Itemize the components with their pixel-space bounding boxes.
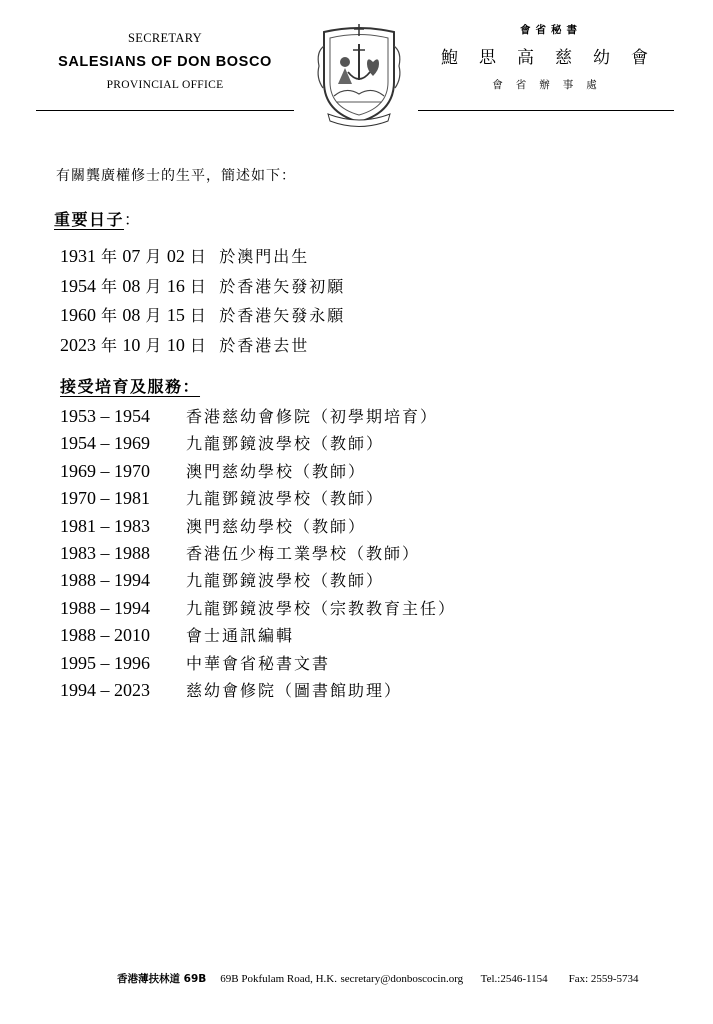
footer-address-english: 69B Pokfulam Road, H.K. [220, 973, 338, 985]
service-role: 慈幼會修院（圖書館助理） [186, 680, 403, 700]
letterhead-chinese-org-name: 鮑思高慈幼會 [441, 48, 669, 68]
footer-email[interactable]: secretary@donboscocin.org [340, 973, 464, 985]
date-row [60, 272, 345, 302]
date-year-unit: 年 [101, 306, 118, 326]
date-month-unit: 月 [145, 276, 162, 296]
footer-fax: Fax: 2559-5734 [568, 973, 639, 985]
service-period: 1983 – 1988 [60, 542, 150, 563]
important-dates-heading-colon: ： [124, 210, 142, 229]
date-day: 16 [166, 275, 185, 296]
service-role: 香港伍少梅工業學校（教師） [186, 543, 421, 563]
service-role: 九龍鄧鏡波學校（宗教教育主任） [186, 598, 457, 618]
important-dates-heading-text: 重要日子 [54, 210, 125, 229]
service-role: 澳門慈幼學校（教師） [186, 461, 367, 481]
service-period: 1988 – 2010 [60, 625, 150, 646]
intro-text: 有關龔廣權修士的生平，簡述如下： [56, 168, 296, 184]
date-day-unit: 日 [189, 276, 207, 296]
service-role: 澳門慈幼學校（教師） [186, 516, 367, 536]
service-role: 會士通訊編輯 [186, 626, 295, 646]
service-period: 1988 – 1994 [60, 570, 150, 591]
services-heading-text: 接受培育及服務： [60, 377, 201, 396]
date-month-unit: 月 [145, 247, 162, 266]
date-year: 1960 [60, 305, 96, 326]
service-role: 九龍鄧鏡波學校（教師） [186, 489, 385, 509]
date-day: 10 [166, 335, 185, 356]
date-year-unit: 年 [101, 247, 118, 266]
date-row [60, 301, 345, 331]
service-row [60, 650, 456, 677]
service-period: 1969 – 1970 [60, 460, 150, 481]
service-row [60, 513, 456, 540]
date-day: 02 [166, 246, 185, 266]
letterhead-chinese-office: 會省辦事處 [492, 79, 610, 91]
service-row [60, 485, 456, 512]
date-day-unit: 日 [189, 336, 207, 356]
date-month-unit: 月 [145, 306, 162, 326]
date-day-unit: 日 [189, 247, 207, 266]
service-role: 九龍鄧鏡波學校（教師） [186, 434, 385, 454]
date-year-unit: 年 [101, 276, 118, 296]
service-row [60, 567, 456, 594]
footer [117, 971, 639, 986]
letterhead-chinese-secretary: 會省秘書 [520, 24, 582, 36]
service-period: 1981 – 1983 [60, 515, 150, 536]
service-period: 1970 – 1981 [60, 488, 150, 509]
letterhead-rule-right [418, 110, 674, 111]
date-year: 2023 [60, 335, 96, 356]
services-heading [60, 374, 200, 397]
salesian-crest-logo [314, 22, 404, 128]
service-row [60, 403, 456, 430]
important-dates-list [60, 242, 345, 361]
date-year: 1954 [60, 275, 96, 296]
date-month-unit: 月 [145, 336, 162, 356]
date-row [60, 242, 345, 272]
service-period: 1988 – 1994 [60, 597, 150, 618]
date-day: 15 [166, 305, 185, 326]
date-event: 於澳門出生 [219, 247, 310, 266]
date-event: 於香港矢發初願 [219, 276, 346, 296]
service-role: 九龍鄧鏡波學校（教師） [186, 571, 385, 591]
service-row [60, 458, 456, 485]
service-row [60, 430, 456, 457]
date-month: 10 [122, 335, 141, 356]
service-period: 1994 – 2023 [60, 679, 150, 700]
date-row [60, 331, 345, 361]
date-month: 08 [122, 275, 141, 296]
service-row [60, 595, 456, 622]
service-period: 1953 – 1954 [60, 406, 150, 426]
date-day-unit: 日 [189, 306, 207, 326]
date-event: 於香港去世 [219, 336, 310, 356]
date-month: 07 [122, 246, 141, 266]
service-role: 香港慈幼會修院（初學期培育） [186, 407, 439, 426]
service-period: 1954 – 1969 [60, 433, 150, 454]
letterhead-right [418, 20, 674, 96]
letterhead-secretary: SECRETARY [128, 31, 202, 45]
date-year-unit: 年 [101, 336, 118, 356]
date-month: 08 [122, 305, 141, 326]
footer-tel: Tel.:2546-1154 [480, 973, 548, 985]
date-event: 於香港矢發永願 [219, 306, 346, 326]
service-row [60, 622, 456, 649]
letterhead-rule-left [36, 110, 294, 111]
service-role: 中華會省秘書文書 [186, 653, 331, 673]
date-year: 1931 [60, 246, 96, 266]
letterhead-office: PROVINCIAL OFFICE [106, 79, 224, 91]
letterhead-left [36, 28, 294, 95]
footer-address-chinese: 香港薄扶林道 69B [117, 973, 207, 985]
service-period: 1995 – 1996 [60, 652, 150, 673]
service-row [60, 540, 456, 567]
important-dates-heading [54, 207, 142, 230]
services-list [60, 403, 456, 704]
letterhead-org-name: SALESIANS OF DON BOSCO [58, 54, 272, 70]
service-row [60, 677, 456, 704]
